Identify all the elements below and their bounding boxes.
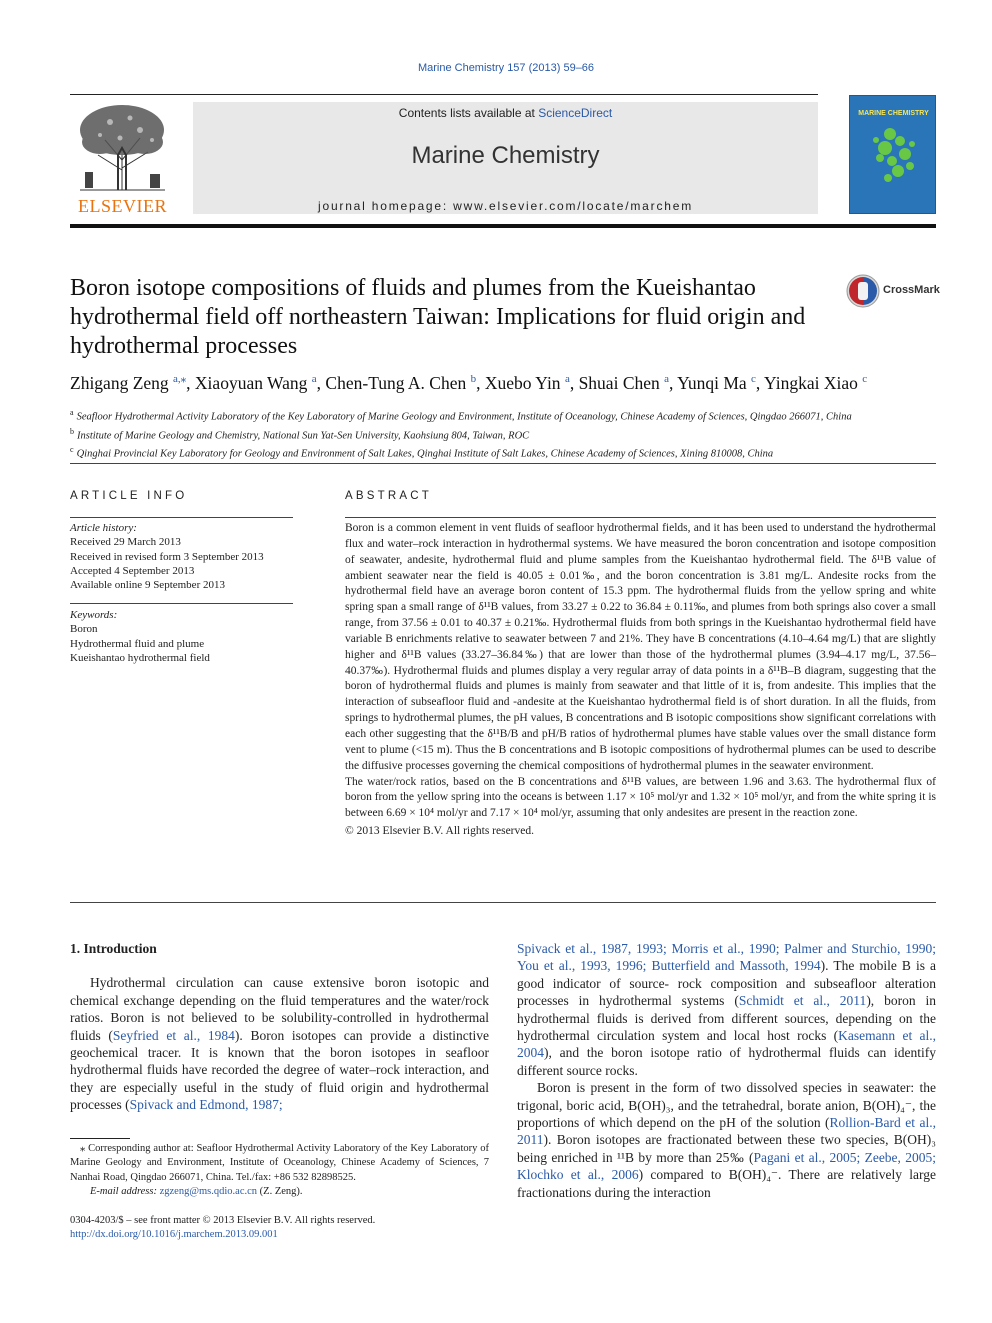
- front-matter: [70, 1214, 489, 1243]
- author[interactable]: Chen-Tung A. Chen $^b$: [325, 372, 477, 393]
- contents-prefix: Contents lists available at: [398, 106, 539, 120]
- history-item: Accepted 4 September 2013: [70, 564, 195, 577]
- copyright: © 2013 Elsevier B.V. All rights reserved.: [345, 825, 534, 838]
- crossmark-badge[interactable]: [846, 274, 946, 308]
- email-link[interactable]: zgzeng@ms.qdio.ac.cn: [159, 1185, 258, 1197]
- corresponding-author-footnote: [70, 1142, 489, 1199]
- abstract-paragraph: The water/rock ratios, based on the B concentrations and δ¹¹B values, are between 1.96 and 3.63. The hydrothermal flux of boron from the yellow spring into the oceans is between 1.17 × 10⁵ mol/yr and 1.32 × 10⁵ mol/yr, and from the white spring it is between 6.69 × 10⁴ mol/yr and 7.17 × 10⁴ mol/yr, assuming that only andesites are present in the reaction zone.: [345, 775, 936, 820]
- journal-citation[interactable]: Marine Chemistry 157 (2013) 59–66: [417, 62, 595, 74]
- reference-link[interactable]: Pagani et al., 2005; Zeebe, 2005; Klochko et al., 2006: [517, 1149, 936, 1183]
- journal-homepage[interactable]: journal homepage: www.elsevier.com/locate/marchem: [318, 199, 693, 213]
- abstract-paragraph: Boron is a common element in vent fluids of seafloor hydrothermal fields, and it has been used to understand the hydrothermal flux and water–rock interaction in hydrothermal systems. We have measured the boron concentration and isotope composition of seawater, andesite, hydrothermal fluid and plume samples from the Kueishantao hydrothermal field. The δ¹¹B value of ambient seawater near the field is 40.05 ± 0.01‰, and the boron concentration is 3.81 mg/L. Andesite rocks from the hydrothermal field have an average boron content of 15.3 ppm. The hydrothermal fluids from the yellow spring and white spring span a small range of δ¹¹B values, from 33.27 ± 0.22 to 36.84 ± 0.11‰, and plumes from both springs also cover a small range, from 37.56 ± 0.01 to 40.37 ± 0.21‰. Hydrothermal fluids from both springs in the Kueishantao hydrothermal field have variable B enrichments relative to seawater between 7 and 21%. They have B concentrations (4.10–4.64 mg/L) that are slightly higher and δ¹¹B values (33.27–36.84‰) that are lower than those of the hydrothermal plumes (3.94–4.17 mg/L, 37.56–40.37‰). Hydrothermal fluids and plumes display a very regular array of data points in a δ¹¹B–B diagram, suggesting that the boron of hydrothermal fluids and plumes is mainly from seawater and that little of it is, from andesite. This implies that the interaction of subseafloor fluid and -andesite at the Kueishantao hydrothermal field is of short duration. In all the fluids, from springs to hydrothermal plumes, the pH values, B concentrations and B isotopic compositions show significant correlations with each other suggesting that the δ¹¹B/B and pH/B ratios of hydrothermal plumes have stable values over the small distance form vent to plume (<15 m). Thus the B concentrations and B isotopic compositions of hydrothermal plumes can be used to describe the diffusive processes governing the chemical compositions of hydrothermal plumes in the seawater environment.: [345, 522, 936, 772]
- reference-link[interactable]: Schmidt et al., 2011: [738, 993, 867, 1009]
- journal-cover-image[interactable]: [849, 95, 936, 214]
- crossmark-label: CrossMark: [883, 284, 940, 296]
- author[interactable]: Yunqi Ma $^c$: [677, 372, 756, 393]
- reference-link[interactable]: Spivack et al., 1987, 1993; Morris et al., 1990; Palmer and Sturchio, 1990; You et al., 1993, 1996; Butterfield and Massoth, 1994: [517, 941, 936, 974]
- article-title: Boron isotope compositions of fluids and plumes from the Kueishantao hydrothermal field off northeastern Taiwan: Implications for fluid origin and hydrothermal processes: [70, 275, 806, 359]
- keywords-label: Keywords:: [70, 609, 118, 621]
- contents-line: [193, 106, 818, 120]
- keywords: [70, 608, 293, 665]
- body-paragraph: Hydrothermal circulation can cause extensive boron isotopic and chemical exchange depending on the fluid temperatures and the water/rock ratios. Boron is not believed to be solubility-controlled in hydrothermal fluids (Seyfried et al., 1984). Boron isotopes can provide a distinctive geochemical tracer. It is known that the boron isotopes in seafloor hydrothermal fluids have recorded the degree of water–rock interaction, and they are especially useful in the study of fluid origin and hydrothermal processes (Spivack and Edmond, 1987;: [70, 975, 489, 1113]
- keyword: Hydrothermal fluid and plume: [70, 637, 205, 650]
- divider: [70, 463, 936, 464]
- article-info-heading: ARTICLE INFO: [70, 490, 188, 502]
- affiliation: $^b$ Institute of Marine Geology and Chemistry, National Sun Yat-Sen University, Kaohsiung 804, Taiwan, ROC: [70, 426, 530, 441]
- history-item: Received 29 March 2013: [70, 536, 181, 549]
- body-paragraph: Spivack et al., 1987, 1993; Morris et al., 1990; Palmer and Sturchio, 1990; You et al., 1993, 1996; Butterfield and Massoth, 1994). The mobile B is a good indicator of source- rock composition and subseafloor alteration processes in hydrothermal systems (Schmidt et al., 2011), boron in hydrothermal fluids is derived from different sources, depending on the hydrothermal circulation system and local host rocks (Kasemann et al., 2004), and the boron isotope ratio of hydrothermal fluids can identify different source rocks.: [517, 941, 937, 1078]
- keyword: Boron: [70, 623, 98, 636]
- article-history: [70, 521, 293, 592]
- intro-column-right: [517, 940, 936, 1201]
- reference-link[interactable]: Seyfried et al., 1984: [112, 1027, 235, 1043]
- issn-line: 0304-4203/$ – see front matter © 2013 Elsevier B.V. All rights reserved.: [70, 1215, 376, 1226]
- reference-link[interactable]: Kasemann et al., 2004: [517, 1028, 937, 1061]
- history-item: Received in revised form 3 September 2013: [70, 550, 264, 563]
- affiliation: $^a$ Seafloor Hydrothermal Activity Laboratory of the Key Laboratory of Marine Geology and Environment, Institute of Oceanology, Chinese Academy of Sciences, Qingdao 266071, China: [70, 408, 852, 423]
- reference-link[interactable]: Spivack and Edmond, 1987;: [129, 1097, 283, 1113]
- affiliations: [70, 406, 940, 462]
- keyword: Kueishantao hydrothermal field: [70, 651, 210, 664]
- header-thick-rule: [70, 224, 936, 228]
- author[interactable]: Zhigang Zeng $^{a,⁎}$: [70, 372, 187, 393]
- cover-title: MARINE CHEMISTRY: [858, 110, 929, 117]
- author[interactable]: Xuebo Yin $^a$: [484, 372, 570, 393]
- divider: [70, 902, 936, 903]
- divider: [345, 517, 936, 518]
- section-heading: 1. Introduction: [70, 941, 157, 956]
- abstract-heading: ABSTRACT: [345, 490, 432, 502]
- elsevier-wordmark: ELSEVIER: [78, 196, 167, 216]
- header-rule: [70, 94, 818, 95]
- author[interactable]: Yingkai Xiao $^c$: [764, 372, 868, 393]
- reference-link[interactable]: Rollion-Bard et al., 2011: [517, 1115, 936, 1148]
- crossmark-icon: [846, 274, 880, 308]
- history-label: Article history:: [70, 522, 137, 534]
- divider: [70, 603, 293, 604]
- history-item: Available online 9 September 2013: [70, 579, 225, 592]
- author[interactable]: Shuai Chen $^a$: [578, 372, 670, 393]
- affiliation: $^c$ Qinghai Provincial Key Laboratory for Geology and Environment of Salt Lakes, Qinghai Institute of Salt Lakes, Chinese Academy of Sciences, Xining 810008, China: [70, 445, 774, 460]
- footnote-email: E-mail address: zgzeng@ms.qdio.ac.cn (Z. Zeng).: [90, 1185, 303, 1197]
- author-list: Zhigang Zeng $^{a,⁎}$, Xiaoyuan Wang $^a$, Chen-Tung A. Chen $^b$, Xuebo Yin $^a$, Shuai Chen $^a$, Yunqi Ma $^c$, Yingkai Xiao $^c$: [70, 372, 868, 393]
- doi-link[interactable]: http://dx.doi.org/10.1016/j.marchem.2013.09.001: [70, 1229, 278, 1241]
- footnote-text: ⁎ Corresponding author at: Seafloor Hydrothermal Activity Laboratory of the Key Laboratory of Marine Geology and Environment, Institute of Oceanology, Chinese Academy of Sciences, 7 Nanhai Road, Qingdao 266071, China. Tel./fax: +86 532 82898525.: [70, 1143, 490, 1183]
- body-paragraph: Boron is present in the form of two dissolved species in seawater: the trigonal, boric acid, B(OH)₃, and the tetrahedral, borate anion, B(OH)₄⁻, the proportions of which depend on the pH of the solution (Rollion-Bard et al., 2011). Boron isotopes are fractionated between these two species, B(OH)₃ being enriched in ¹¹B by more than 25‰ (Pagani et al., 2005; Zeebe, 2005; Klochko et al., 2006) compared to B(OH)₄⁻. There are relatively large fractionations during the interaction: [517, 1080, 936, 1200]
- author[interactable]: Xiaoyuan Wang $^a$: [194, 372, 317, 393]
- journal-name: Marine Chemistry: [411, 142, 600, 169]
- abstract-body: [345, 521, 936, 840]
- intro-column-left: [70, 940, 489, 1114]
- divider: [70, 517, 293, 518]
- footnote-rule: [70, 1138, 130, 1139]
- sciencedirect-link[interactable]: ScienceDirect: [538, 106, 613, 120]
